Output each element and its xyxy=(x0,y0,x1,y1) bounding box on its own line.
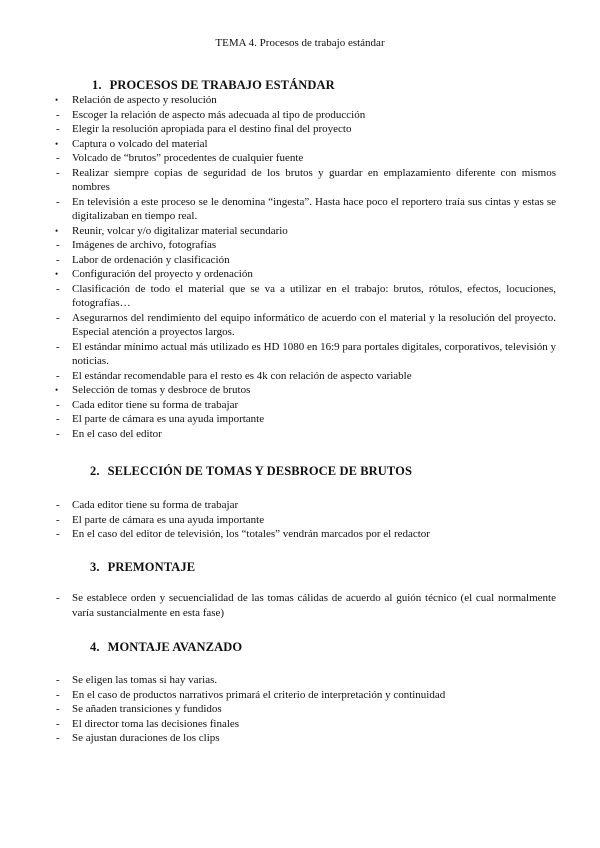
list-item-text: En televisión a este proceso se le denomina “ingesta”. Hasta hace poco el reportero traía sus cintas y estas se digitalizaban en tiempo real. xyxy=(72,195,556,222)
dash-marker: - xyxy=(56,592,60,604)
list-item xyxy=(0,731,600,746)
dash-marker: - xyxy=(56,340,60,353)
list-item-text: Reunir, volcar y/o digitalizar material secundario xyxy=(72,224,288,237)
list-item xyxy=(0,282,600,311)
section-heading-3 xyxy=(90,560,195,575)
list-item xyxy=(0,383,600,398)
dash-marker: - xyxy=(56,195,60,208)
list-item-text: Captura o volcado del material xyxy=(72,137,208,150)
list-item-text: El estándar mínimo actual más utilizado es HD 1080 en 16:9 para portales digitales, corporativos, televisión y noticias. xyxy=(72,340,556,367)
list-item-text: Escoger la relación de aspecto más adecuada al tipo de producción xyxy=(72,108,366,121)
list-item xyxy=(0,702,600,717)
section-list-1 xyxy=(0,93,600,441)
dash-marker: - xyxy=(56,239,60,251)
list-item xyxy=(0,398,600,413)
dash-marker: - xyxy=(56,282,60,295)
list-item xyxy=(0,340,600,369)
section-list-2 xyxy=(0,498,600,542)
list-item xyxy=(0,498,600,513)
dash-marker: - xyxy=(56,703,60,715)
list-item xyxy=(0,267,600,282)
list-item-text: En el caso del editor de televisión, los “totales” vendrán marcados por el redactor xyxy=(72,528,430,540)
list-item-text: Se ajustan duraciones de los clips xyxy=(72,732,220,744)
section-title: PREMONTAJE xyxy=(107,560,196,574)
bullet-marker: • xyxy=(55,269,59,279)
list-item-text: Labor de ordenación y clasificación xyxy=(72,253,230,266)
list-item-text: En el caso del editor xyxy=(72,427,162,440)
dash-marker: - xyxy=(56,166,60,179)
bullet-marker: • xyxy=(55,138,59,149)
section-number: 1. xyxy=(92,78,102,92)
list-item-text: Imágenes de archivo, fotografías xyxy=(72,239,217,251)
list-item-text: El director toma las decisiones finales xyxy=(72,717,240,730)
list-item-text: En el caso de productos narrativos primará el criterio de interpretación y continuidad xyxy=(72,688,446,701)
list-item-text: Selección de tomas y desbroce de brutos xyxy=(72,384,251,396)
section-title: PROCESOS DE TRABAJO ESTÁNDAR xyxy=(109,78,335,92)
dash-marker: - xyxy=(56,398,60,411)
list-item xyxy=(0,137,600,152)
section-title: MONTAJE AVANZADO xyxy=(107,640,243,654)
dash-marker: - xyxy=(56,253,60,266)
list-item xyxy=(0,688,600,703)
section-heading-4 xyxy=(90,640,242,655)
list-item xyxy=(0,93,600,108)
dash-marker: - xyxy=(56,528,60,540)
list-item xyxy=(0,513,600,528)
list-item xyxy=(0,195,600,224)
dash-marker: - xyxy=(56,513,60,526)
list-item-text: Se eligen las tomas si hay varias. xyxy=(72,674,218,686)
list-item xyxy=(0,527,600,542)
bullet-marker: • xyxy=(55,385,59,395)
page-header: TEMA 4. Procesos de trabajo estándar xyxy=(215,37,385,49)
list-item xyxy=(0,166,600,195)
list-item-text: El parte de cámara es una ayuda importante xyxy=(72,413,265,425)
list-item-text: El parte de cámara es una ayuda importante xyxy=(72,513,265,526)
dash-marker: - xyxy=(56,688,60,701)
section-title: SELECCIÓN DE TOMAS Y DESBROCE DE BRUTOS xyxy=(107,464,413,478)
section-list-3 xyxy=(0,591,600,620)
list-item-text: Asegurarnos del rendimiento del equipo informático de acuerdo con el material y la resolución del proyecto. Especial atención a proyectos largos. xyxy=(72,311,556,338)
list-item xyxy=(0,311,600,340)
bullet-marker: • xyxy=(55,95,59,105)
list-item xyxy=(0,412,600,427)
dash-marker: - xyxy=(56,413,60,425)
list-item xyxy=(0,253,600,268)
list-item-text: Clasificación de todo el material que se va a utilizar en el trabajo: brutos, rótulos, efectos, locuciones, fotografías… xyxy=(72,282,556,309)
section-number: 4. xyxy=(90,640,100,654)
dash-marker: - xyxy=(56,499,60,511)
list-item xyxy=(0,369,600,384)
list-item-text: Se establece orden y secuencialidad de las tomas cálidas de acuerdo al guión técnico (el cual normalmente varía sustancialmente en esta fase) xyxy=(72,592,556,619)
dash-marker: - xyxy=(56,732,60,744)
dash-marker: - xyxy=(56,123,60,135)
section-heading-1 xyxy=(92,78,335,93)
dash-marker: - xyxy=(56,311,60,324)
section-number: 3. xyxy=(90,560,100,574)
list-item xyxy=(0,238,600,253)
list-item-text: Realizar siempre copias de seguridad de los brutos y guardar en emplazamiento diferente con mismos nombres xyxy=(72,166,556,193)
list-item xyxy=(0,717,600,732)
dash-marker: - xyxy=(56,152,60,164)
list-item-text: Elegir la resolución apropiada para el destino final del proyecto xyxy=(72,123,352,135)
dash-marker: - xyxy=(56,717,60,730)
list-item xyxy=(0,591,600,620)
section-heading-2 xyxy=(90,464,412,479)
dash-marker: - xyxy=(56,674,60,686)
list-item xyxy=(0,108,600,123)
dash-marker: - xyxy=(56,427,60,440)
list-item-text: El estándar recomendable para el resto es 4k con relación de aspecto variable xyxy=(72,369,412,382)
list-item-text: Cada editor tiene su forma de trabajar xyxy=(72,398,239,411)
section-list-4 xyxy=(0,673,600,746)
list-item-text: Relación de aspecto y resolución xyxy=(72,94,217,106)
section-number: 2. xyxy=(90,464,100,478)
dash-marker: - xyxy=(56,369,60,382)
list-item xyxy=(0,673,600,688)
dash-marker: - xyxy=(56,108,60,121)
list-item-text: Se añaden transiciones y fundidos xyxy=(72,703,222,715)
list-item xyxy=(0,122,600,137)
list-item-text: Configuración del proyecto y ordenación xyxy=(72,268,253,280)
list-item-text: Volcado de “brutos” procedentes de cualquier fuente xyxy=(72,152,304,164)
list-item xyxy=(0,224,600,239)
bullet-marker: • xyxy=(55,225,59,236)
list-item xyxy=(0,151,600,166)
list-item-text: Cada editor tiene su forma de trabajar xyxy=(72,499,239,511)
list-item xyxy=(0,427,600,442)
